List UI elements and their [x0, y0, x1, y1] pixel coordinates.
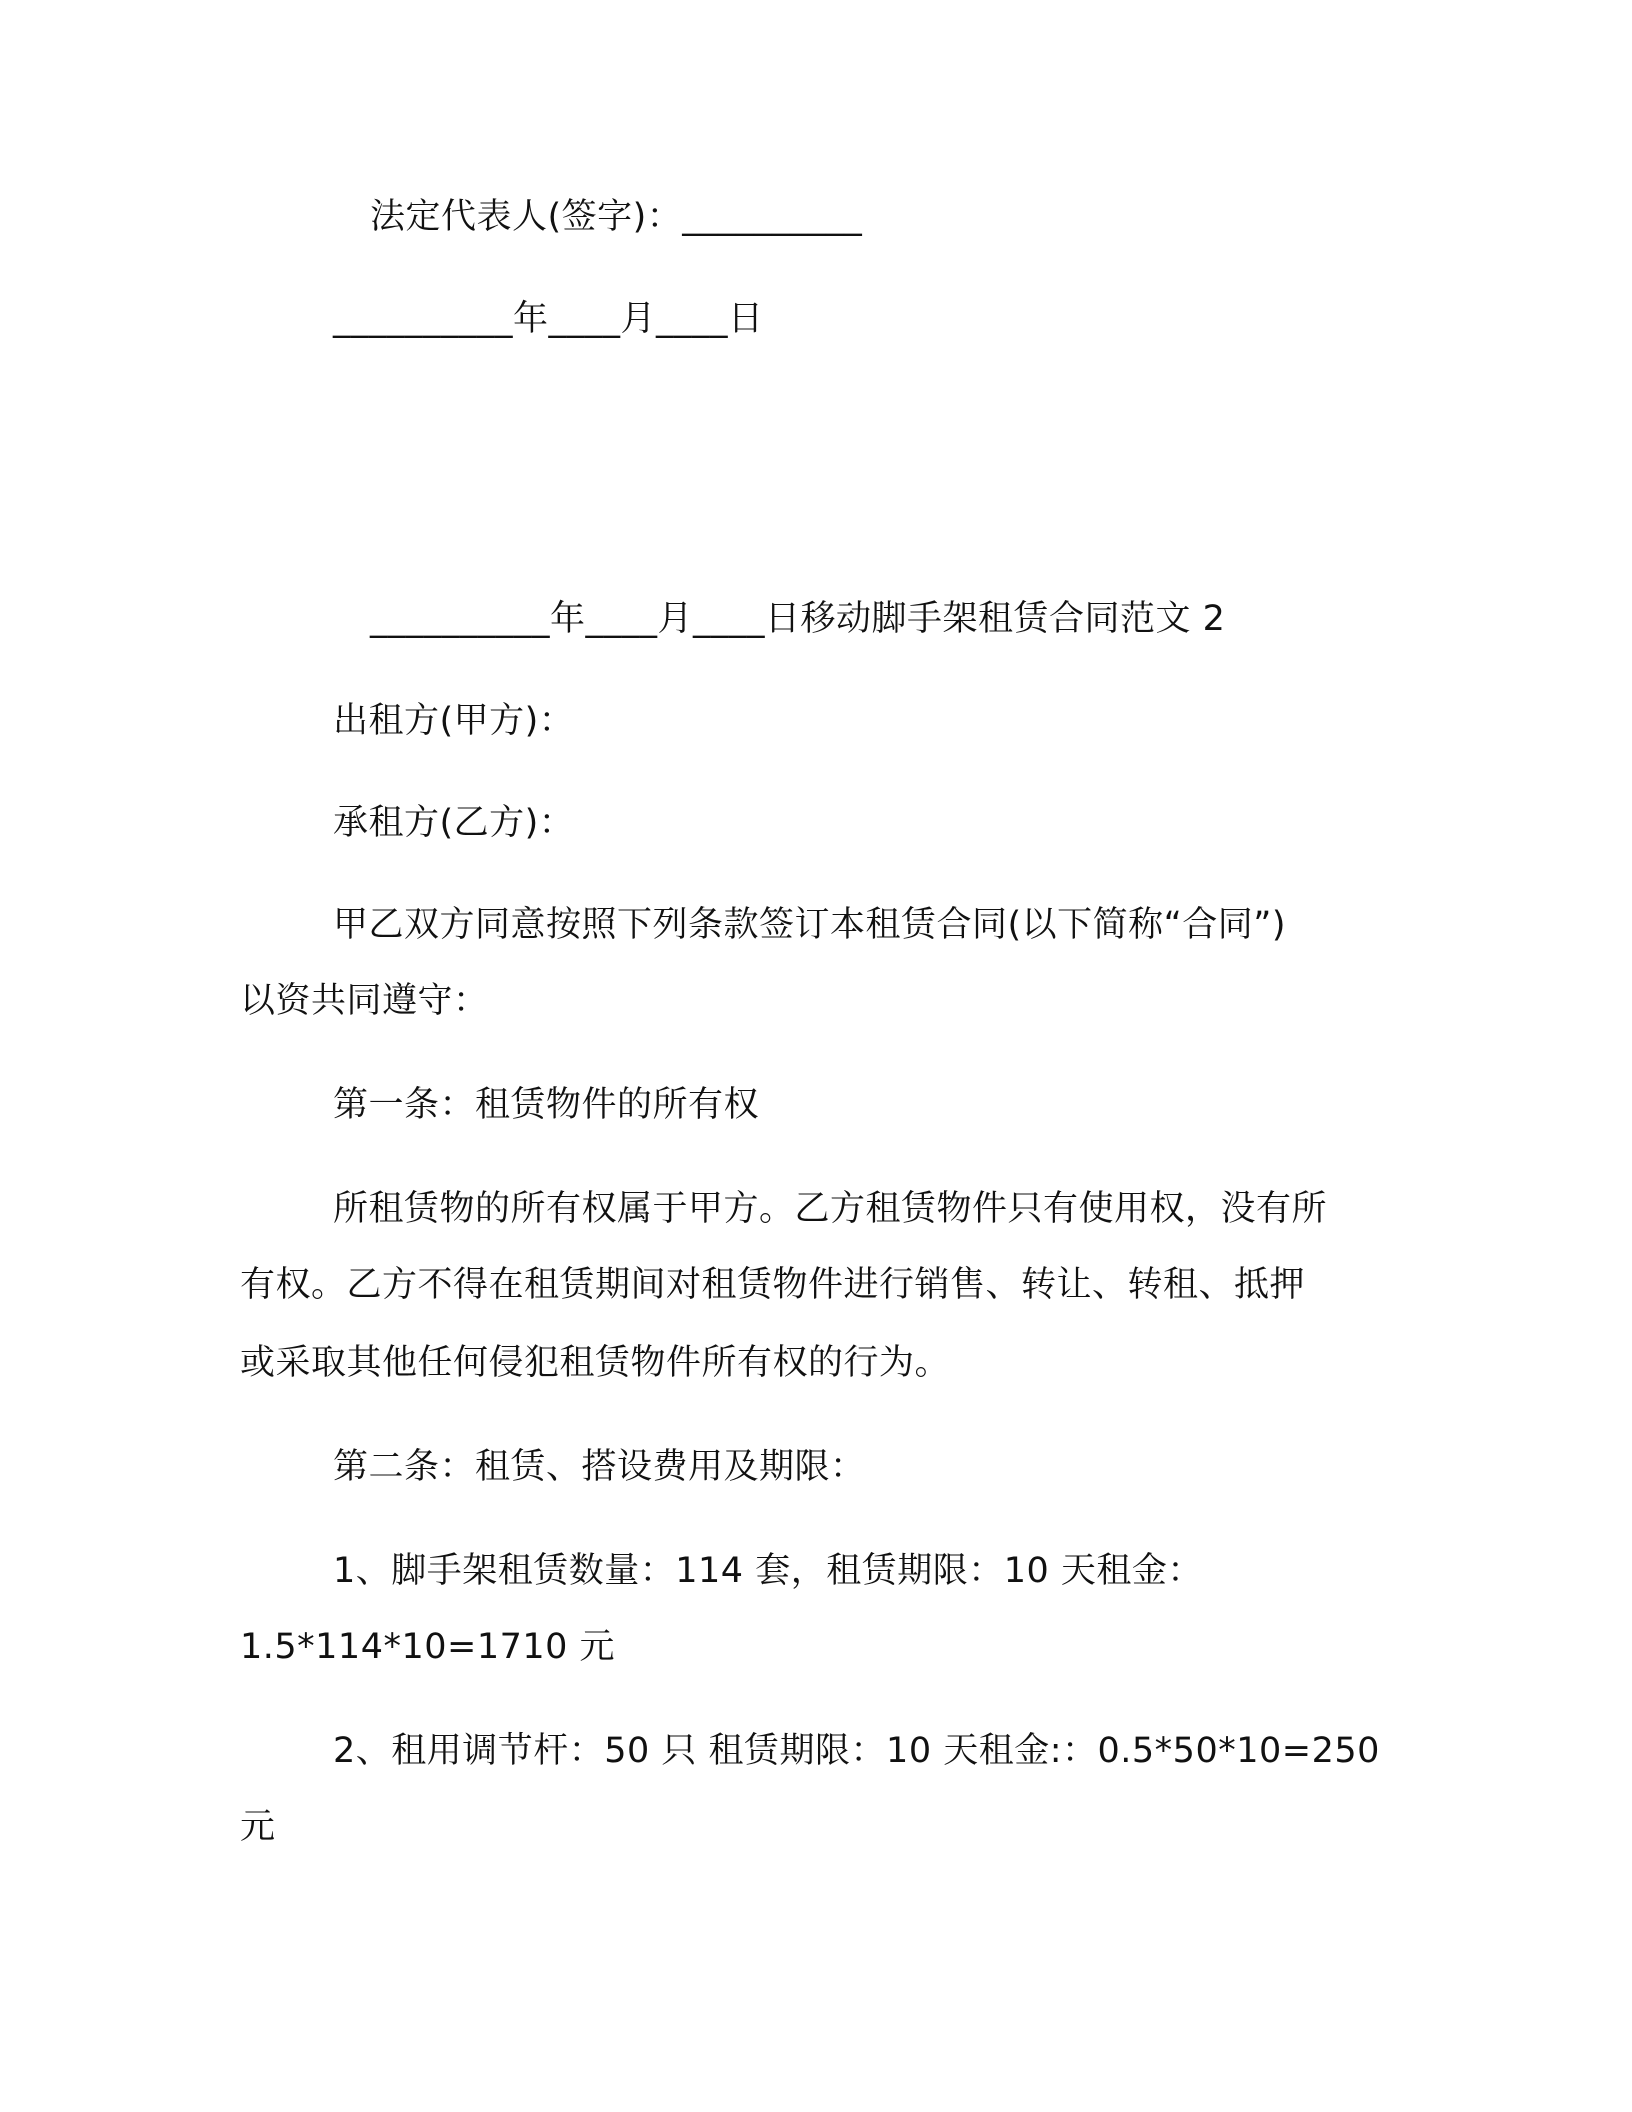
lessor-line: 出租方(甲方)： — [333, 701, 575, 741]
article1-body-line-1: 所租赁物的所有权属于甲方。乙方租赁物件只有使用权，没有所 — [333, 1189, 1328, 1229]
signature-line: 法定代表人(签字)：__________ — [370, 197, 863, 237]
date-line: __________年____月____日 — [333, 299, 764, 339]
article1-heading: 第一条：租赁物件的所有权 — [333, 1085, 760, 1125]
item2-line-1: 2、租用调节杆：50 只 租赁期限：10 天租金:：0.5*50*10=250 — [333, 1731, 1380, 1771]
item1-line-1: 1、脚手架租赁数量：114 套，租赁期限：10 天租金： — [333, 1551, 1203, 1591]
item1-line-2: 1.5*114*10=1710 元 — [240, 1627, 616, 1667]
article1-body-line-3: 或采取其他任何侵犯租赁物件所有权的行为。 — [240, 1343, 951, 1383]
document-title: __________年____月____日移动脚手架租赁合同范文 2 — [370, 599, 1226, 639]
intro-line-2: 以资共同遵守： — [240, 981, 489, 1021]
article2-heading: 第二条：租赁、搭设费用及期限： — [333, 1447, 866, 1487]
item2-line-2: 元 — [240, 1807, 276, 1847]
intro-line-1: 甲乙双方同意按照下列条款签订本租赁合同(以下简称“合同”) — [333, 905, 1287, 945]
lessee-line: 承租方(乙方)： — [333, 803, 575, 843]
article1-body-line-2: 有权。乙方不得在租赁期间对租赁物件进行销售、转让、转租、抵押 — [240, 1265, 1306, 1305]
